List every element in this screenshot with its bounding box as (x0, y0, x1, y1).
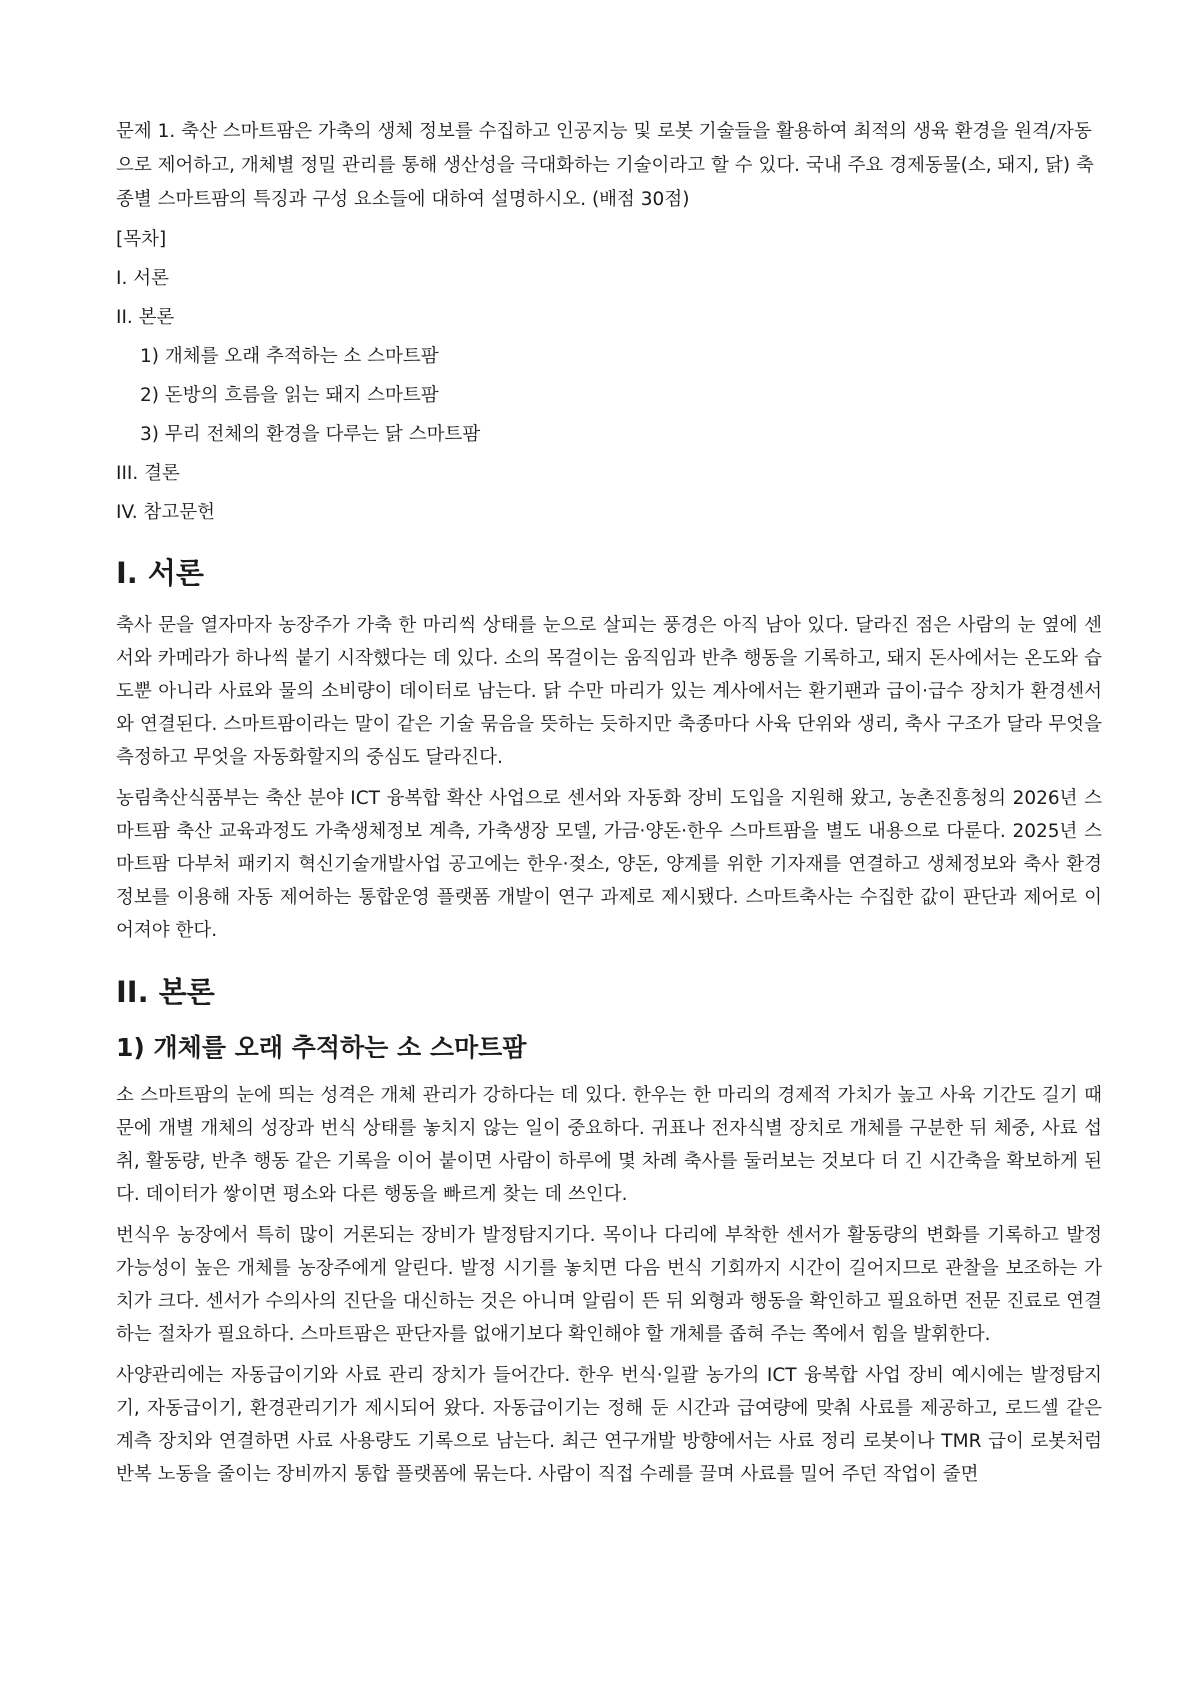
toc-item-cattle: 1) 개체를 오래 추적하는 소 스마트팜 (140, 346, 439, 367)
table-of-contents (116, 264, 1102, 528)
toc-item-chicken: 3) 무리 전체의 환경을 다루는 닭 스마트팜 (140, 424, 481, 445)
intro-heading: I. 서론 (116, 556, 204, 590)
toc-item-body: II. 본론 (116, 307, 175, 328)
cattle-section-heading: 1) 개체를 오래 추적하는 소 스마트팜 (116, 1033, 527, 1062)
toc-item-references: IV. 참고문헌 (116, 502, 215, 523)
cattle-paragraph-3: 사양관리에는 자동급이기와 사료 관리 장치가 들어간다. 한우 번식·일괄 농가의 ICT 융복합 사업 장비 예시에는 발정탐지기, 자동급이기, 환경관리기가 제시되어 왔다. 자동급이기는 정해 둔 시간과 급여량에 맞춰 사료를 제공하고, 로드셀 같은 계측 장치와 연결하면 사료 사용량도 기록으로 남는다. 최근 연구개발 방향에서는 사료 정리 로봇이나 TMR 급이 로봇처럼 반복 노동을 줄이는 장비까지 통합 플랫폼에 묶는다. 사람이 직접 수레를 끌며 사료를 밀어 주던 작업이 줄면 (116, 1365, 1102, 1485)
intro-paragraph-1: 축사 문을 열자마자 농장주가 가축 한 마리씩 상태를 눈으로 살피는 풍경은 아직 남아 있다. 달라진 점은 사람의 눈 옆에 센서와 카메라가 하나씩 붙기 시작했다는 데 있다. 소의 목걸이는 움직임과 반추 행동을 기록하고, 돼지 돈사에서는 온도와 습도뿐 아니라 사료와 물의 소비량이 데이터로 남는다. 닭 수만 마리가 있는 계사에서는 환기팬과 급이·급수 장치가 환경센서와 연결된다. 스마트팜이라는 말이 같은 기술 묶음을 뜻하는 듯하지만 축종마다 사육 단위와 생리, 축사 구조가 달라 무엇을 측정하고 무엇을 자동화할지의 중심도 달라진다. (116, 615, 1102, 768)
toc-item-conclusion: III. 결론 (116, 463, 180, 484)
body-heading: II. 본론 (116, 975, 215, 1009)
cattle-paragraph-2: 번식우 농장에서 특히 많이 거론되는 장비가 발정탐지기다. 목이나 다리에 부착한 센서가 활동량의 변화를 기록하고 발정 가능성이 높은 개체를 농장주에게 알린다. 발정 시기를 놓치면 다음 번식 기회까지 시간이 길어지므로 관찰을 보조하는 가치가 크다. 센서가 수의사의 진단을 대신하는 것은 아니며 알림이 뜬 뒤 외형과 행동을 확인하고 필요하면 전문 진료로 연결하는 절차가 필요하다. 스마트팜은 판단자를 없애기보다 확인해야 할 개체를 좁혀 주는 쪽에서 힘을 발휘한다. (116, 1225, 1102, 1345)
toc-title: [목차] (116, 229, 167, 250)
question-text: 문제 1. 축산 스마트팜은 가축의 생체 정보를 수집하고 인공지능 및 로봇 기술들을 활용하여 최적의 생육 환경을 원격/자동으로 제어하고, 개체별 정밀 관리를 통해 생산성을 극대화하는 기술이라고 할 수 있다. 국내 주요 경제동물(소, 돼지, 닭) 축종별 스마트팜의 특징과 구성 요소들에 대하여 설명하시오. (배점 30점) (116, 121, 1094, 210)
intro-paragraph-2: 농림축산식품부는 축산 분야 ICT 융복합 확산 사업으로 센서와 자동화 장비 도입을 지원해 왔고, 농촌진흥청의 2026년 스마트팜 축산 교육과정도 가축생체정보 계측, 가축생장 모델, 가금·양돈·한우 스마트팜을 별도 내용으로 다룬다. 2025년 스마트팜 다부처 패키지 혁신기술개발사업 공고에는 한우·젖소, 양돈, 양계를 위한 기자재를 연결하고 생체정보와 축사 환경정보를 이용해 자동 제어하는 통합운영 플랫폼 개발이 연구 과제로 제시됐다. 스마트축사는 수집한 값이 판단과 제어로 이어져야 한다. (116, 788, 1102, 941)
cattle-paragraph-1: 소 스마트팜의 눈에 띄는 성격은 개체 관리가 강하다는 데 있다. 한우는 한 마리의 경제적 가치가 높고 사육 기간도 길기 때문에 개별 개체의 성장과 번식 상태를 놓치지 않는 일이 중요하다. 귀표나 전자식별 장치로 개체를 구분한 뒤 체중, 사료 섭취, 활동량, 반추 행동 같은 기록을 이어 붙이면 사람이 하루에 몇 차례 축사를 둘러보는 것보다 더 긴 시간축을 확보하게 된다. 데이터가 쌓이면 평소와 다른 행동을 빠르게 찾는 데 쓰인다. (116, 1085, 1102, 1205)
toc-item-pig: 2) 돈방의 흐름을 읽는 돼지 스마트팜 (140, 385, 439, 406)
toc-item-intro: I. 서론 (116, 268, 169, 289)
